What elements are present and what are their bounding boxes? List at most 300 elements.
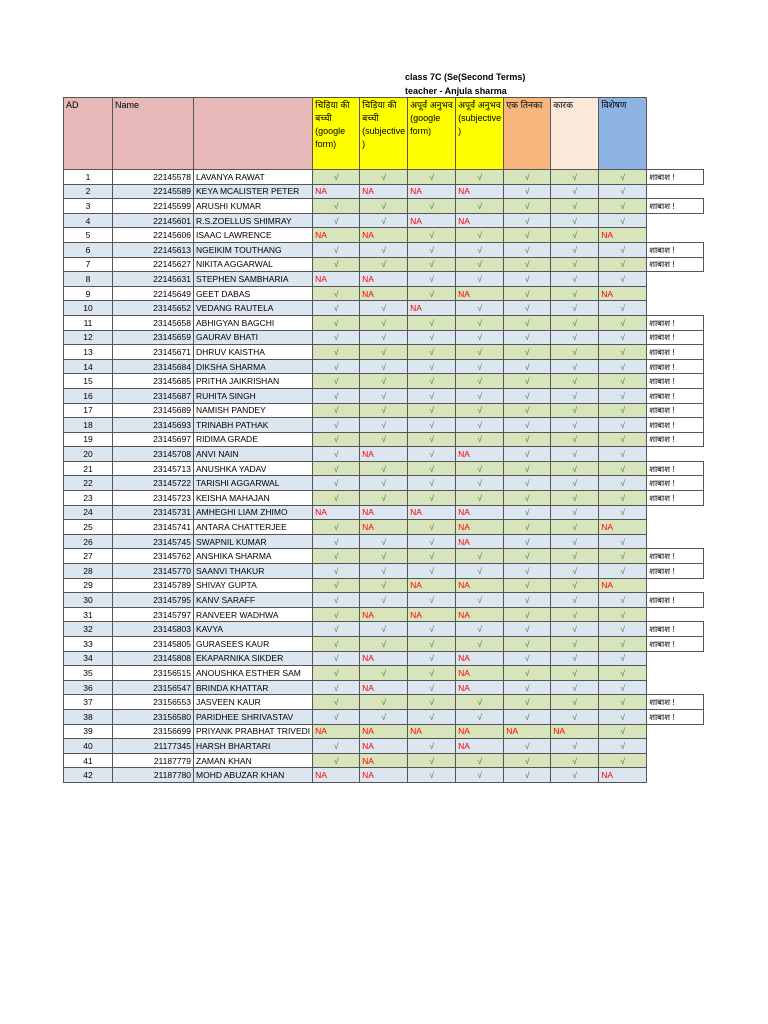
mark-cell: NA [456,184,504,199]
mark-cell: √ [408,491,456,506]
mark-cell: √ [313,418,360,433]
mark-cell: NA [313,228,360,243]
admission-no-cell: 23145805 [113,637,194,652]
mark-cell: √ [504,359,551,374]
mark-cell: √ [456,257,504,272]
admission-no-cell: 23145671 [113,345,194,360]
mark-cell: √ [599,739,647,754]
admission-no-cell: 23145762 [113,549,194,564]
student-name-cell: PARIDHEE SHRIVASTAV [194,709,313,724]
student-name-cell: AMHEGHI LIAM ZHIMO [194,505,313,520]
admission-no-cell: 23156699 [113,724,194,739]
serial-cell: 16 [64,388,113,403]
mark-cell: NA [408,301,456,316]
mark-cell: √ [408,257,456,272]
mark-cell: √ [504,374,551,389]
mark-cell: √ [504,520,551,535]
mark-cell: √ [408,447,456,462]
student-name-cell: HARSH BHARTARI [194,739,313,754]
table-row [64,534,704,549]
mark-cell: √ [408,709,456,724]
mark-cell: √ [504,549,551,564]
mark-cell: √ [599,184,647,199]
mark-cell: √ [313,491,360,506]
serial-cell: 18 [64,418,113,433]
mark-cell: √ [551,666,599,681]
mark-cell: √ [360,709,408,724]
mark-cell: √ [551,739,599,754]
mark-cell: √ [551,432,599,447]
mark-cell: √ [313,593,360,608]
mark-cell: √ [504,345,551,360]
mark-cell: √ [313,680,360,695]
mark-cell: √ [360,418,408,433]
student-name-cell: KEISHA MAHAJAN [194,491,313,506]
marks-table [63,97,704,783]
table-row [64,549,704,564]
mark-cell: NA [360,768,408,783]
mark-cell: NA [456,651,504,666]
admission-no-cell: 23156515 [113,666,194,681]
mark-cell: √ [551,549,599,564]
mark-cell: √ [599,359,647,374]
student-name-cell: STEPHEN SAMBHARIA [194,272,313,287]
serial-cell: 11 [64,315,113,330]
mark-cell: NA [360,724,408,739]
mark-cell: √ [599,170,647,185]
mark-cell: √ [599,709,647,724]
mark-cell: √ [408,549,456,564]
mark-cell: √ [599,242,647,257]
mark-cell: √ [313,242,360,257]
mark-cell: √ [599,666,647,681]
mark-cell: NA [456,286,504,301]
table-row [64,257,704,272]
mark-cell: √ [504,666,551,681]
student-name-cell: BRINDA KHATTAR [194,680,313,695]
remark-cell: शाबाश ! [647,257,704,272]
sheet-title-line1: class 7C (Se(Second Terms) [405,72,526,82]
mark-cell: √ [408,622,456,637]
table-row [64,272,704,287]
table-row [64,403,704,418]
table-row [64,447,704,462]
mark-cell: √ [408,272,456,287]
mark-cell: NA [313,768,360,783]
mark-cell: √ [408,695,456,710]
col-header-c7: विशेषण [599,98,647,170]
mark-cell: √ [504,301,551,316]
table-row [64,345,704,360]
remark-cell [647,534,704,549]
mark-cell: NA [456,680,504,695]
mark-cell: NA [360,753,408,768]
mark-cell: NA [599,520,647,535]
mark-cell: NA [313,505,360,520]
mark-cell: NA [456,447,504,462]
mark-cell: √ [551,388,599,403]
serial-cell: 35 [64,666,113,681]
table-row [64,213,704,228]
serial-cell: 40 [64,739,113,754]
remark-cell [647,447,704,462]
mark-cell: √ [551,345,599,360]
mark-cell: √ [551,622,599,637]
student-name-cell: VEDANG RAUTELA [194,301,313,316]
remark-cell: शाबाश ! [647,170,704,185]
mark-cell: √ [599,213,647,228]
student-name-cell: SHIVAY GUPTA [194,578,313,593]
mark-cell: √ [408,768,456,783]
remark-cell: शाबाश ! [647,695,704,710]
mark-cell: NA [360,272,408,287]
mark-cell: √ [360,432,408,447]
mark-cell: NA [456,724,504,739]
serial-cell: 15 [64,374,113,389]
admission-no-cell: 23145708 [113,447,194,462]
mark-cell: √ [360,242,408,257]
mark-cell: √ [551,476,599,491]
serial-cell: 8 [64,272,113,287]
mark-cell: √ [504,564,551,579]
mark-cell: √ [456,476,504,491]
mark-cell: √ [456,564,504,579]
admission-no-cell: 23145745 [113,534,194,549]
mark-cell: √ [456,709,504,724]
serial-cell: 3 [64,199,113,214]
mark-cell: √ [504,491,551,506]
mark-cell: NA [408,578,456,593]
mark-cell: √ [504,272,551,287]
mark-cell: √ [599,403,647,418]
table-row [64,374,704,389]
admission-no-cell: 23156580 [113,709,194,724]
admission-no-cell: 22145649 [113,286,194,301]
remark-cell: शाबाश ! [647,593,704,608]
mark-cell: √ [551,753,599,768]
admission-no-cell: 23145722 [113,476,194,491]
table-row [64,709,704,724]
student-name-cell: TRINABH PATHAK [194,418,313,433]
remark-cell [647,301,704,316]
mark-cell: √ [551,505,599,520]
mark-cell: √ [504,622,551,637]
serial-cell: 4 [64,213,113,228]
mark-cell: NA [360,739,408,754]
mark-cell: √ [504,476,551,491]
mark-cell: √ [313,739,360,754]
serial-cell: 7 [64,257,113,272]
mark-cell: NA [408,724,456,739]
mark-cell: √ [504,534,551,549]
mark-cell: √ [504,228,551,243]
mark-cell: √ [504,505,551,520]
mark-cell: √ [313,549,360,564]
mark-cell: √ [551,695,599,710]
mark-cell: NA [551,724,599,739]
mark-cell: √ [360,637,408,652]
serial-cell: 33 [64,637,113,652]
mark-cell: √ [360,359,408,374]
mark-cell: √ [456,491,504,506]
remark-cell: शाबाश ! [647,359,704,374]
mark-cell: √ [313,257,360,272]
remark-cell [647,520,704,535]
col-header-c6: कारक [551,98,599,170]
mark-cell: √ [551,447,599,462]
mark-cell: √ [504,607,551,622]
mark-cell: NA [408,607,456,622]
mark-cell: √ [456,549,504,564]
mark-cell: √ [360,403,408,418]
student-name-cell: GEET DABAS [194,286,313,301]
mark-cell: √ [504,651,551,666]
remark-cell: शाबाश ! [647,374,704,389]
mark-cell: √ [599,534,647,549]
mark-cell: √ [408,170,456,185]
serial-cell: 41 [64,753,113,768]
mark-cell: √ [551,359,599,374]
student-name-cell: SAANVI THAKUR [194,564,313,579]
mark-cell: √ [599,651,647,666]
serial-cell: 14 [64,359,113,374]
mark-cell: √ [504,680,551,695]
admission-no-cell: 23145687 [113,388,194,403]
mark-cell: √ [408,432,456,447]
mark-cell: √ [456,315,504,330]
mark-cell: √ [599,418,647,433]
admission-no-cell: 23145685 [113,374,194,389]
mark-cell: √ [456,330,504,345]
student-name-cell: NIKITA AGGARWAL [194,257,313,272]
mark-cell: √ [599,447,647,462]
serial-cell: 37 [64,695,113,710]
student-name-cell: PRITHA JAIKRISHAN [194,374,313,389]
mark-cell: √ [456,768,504,783]
table-row [64,593,704,608]
admission-no-cell: 23145684 [113,359,194,374]
mark-cell: √ [408,520,456,535]
mark-cell: √ [504,753,551,768]
mark-cell: √ [504,388,551,403]
serial-cell: 6 [64,242,113,257]
mark-cell: √ [408,680,456,695]
mark-cell: NA [360,286,408,301]
table-row [64,695,704,710]
mark-cell: NA [456,505,504,520]
mark-cell: NA [504,724,551,739]
student-name-cell: KANV SARAFF [194,593,313,608]
mark-cell: √ [313,476,360,491]
mark-cell: √ [551,199,599,214]
mark-cell: √ [360,564,408,579]
remark-cell [647,578,704,593]
mark-cell: √ [551,461,599,476]
remark-cell [647,666,704,681]
mark-cell: √ [408,753,456,768]
mark-cell: NA [360,184,408,199]
mark-cell: √ [551,228,599,243]
mark-cell: √ [313,622,360,637]
mark-cell: √ [599,724,647,739]
serial-cell: 25 [64,520,113,535]
remark-cell: शाबाश ! [647,432,704,447]
mark-cell: √ [313,432,360,447]
student-name-cell: TARISHI AGGARWAL [194,476,313,491]
mark-cell: √ [551,564,599,579]
admission-no-cell: 23156547 [113,680,194,695]
student-name-cell: MOHD ABUZAR KHAN [194,768,313,783]
admission-no-cell: 22145613 [113,242,194,257]
mark-cell: √ [599,637,647,652]
mark-cell: √ [456,461,504,476]
remark-cell [647,272,704,287]
table-row [64,170,704,185]
student-name-cell: PRIYANK PRABHAT TRIVEDI [194,724,313,739]
col-header-c4: अपूर्व अनुभव (subjective ) [456,98,504,170]
mark-cell: √ [313,461,360,476]
mark-cell: NA [456,534,504,549]
table-row [64,607,704,622]
serial-cell: 13 [64,345,113,360]
mark-cell: √ [360,578,408,593]
mark-cell: NA [360,607,408,622]
admission-no-cell: 21187779 [113,753,194,768]
col-header-name: Name [113,98,194,170]
mark-cell: √ [599,680,647,695]
remark-cell: शाबाश ! [647,330,704,345]
serial-cell: 38 [64,709,113,724]
student-name-cell: R.S.ZOELLUS SHIMRAY [194,213,313,228]
admission-no-cell: 23145789 [113,578,194,593]
mark-cell: √ [551,330,599,345]
table-row [64,242,704,257]
mark-cell: √ [360,549,408,564]
mark-cell: NA [360,520,408,535]
mark-cell: NA [456,607,504,622]
mark-cell: √ [599,345,647,360]
mark-cell: √ [551,520,599,535]
admission-no-cell: 23145689 [113,403,194,418]
serial-cell: 21 [64,461,113,476]
student-name-cell: JASVEEN KAUR [194,695,313,710]
mark-cell: √ [599,549,647,564]
mark-cell: √ [313,709,360,724]
mark-cell: √ [599,301,647,316]
mark-cell: √ [408,315,456,330]
mark-cell: √ [599,564,647,579]
mark-cell: √ [360,534,408,549]
mark-cell: NA [599,228,647,243]
serial-cell: 28 [64,564,113,579]
mark-cell: √ [456,228,504,243]
student-name-cell: GAURAV BHATI [194,330,313,345]
table-row [64,724,704,739]
table-row [64,753,704,768]
mark-cell: √ [456,695,504,710]
table-row [64,359,704,374]
mark-cell: NA [408,505,456,520]
mark-cell: √ [313,315,360,330]
serial-cell: 19 [64,432,113,447]
table-row [64,432,704,447]
mark-cell: √ [360,491,408,506]
remark-cell [647,739,704,754]
student-name-cell: ANUSHKA YADAV [194,461,313,476]
mark-cell: NA [456,739,504,754]
mark-cell: √ [313,578,360,593]
table-row [64,564,704,579]
student-name-cell: SWAPNIL KUMAR [194,534,313,549]
admission-no-cell: 23145652 [113,301,194,316]
mark-cell: √ [313,374,360,389]
mark-cell: NA [313,724,360,739]
serial-cell: 36 [64,680,113,695]
mark-cell: √ [599,476,647,491]
mark-cell: NA [599,286,647,301]
mark-cell: √ [599,505,647,520]
mark-cell: NA [408,184,456,199]
mark-cell: √ [599,330,647,345]
mark-cell: √ [408,374,456,389]
mark-cell: √ [456,359,504,374]
serial-cell: 22 [64,476,113,491]
mark-cell: √ [313,447,360,462]
serial-cell: 2 [64,184,113,199]
admission-no-cell: 23145697 [113,432,194,447]
mark-cell: √ [408,330,456,345]
serial-cell: 26 [64,534,113,549]
remark-cell: शाबाश ! [647,564,704,579]
student-name-cell: EKAPARNIKA SIKDER [194,651,313,666]
serial-cell: 24 [64,505,113,520]
serial-cell: 23 [64,491,113,506]
admission-no-cell: 21187780 [113,768,194,783]
mark-cell: √ [504,242,551,257]
student-name-cell: RIDIMA GRADE [194,432,313,447]
student-name-cell: GURASEES KAUR [194,637,313,652]
mark-cell: √ [456,637,504,652]
mark-cell: √ [504,286,551,301]
mark-cell: √ [360,695,408,710]
mark-cell: √ [360,213,408,228]
mark-cell: √ [599,753,647,768]
serial-cell: 20 [64,447,113,462]
table-row [64,476,704,491]
mark-cell: √ [313,534,360,549]
mark-cell: NA [360,505,408,520]
mark-cell: √ [313,330,360,345]
mark-cell: √ [551,286,599,301]
mark-cell: √ [599,257,647,272]
mark-cell: √ [313,637,360,652]
mark-cell: √ [456,199,504,214]
mark-cell: √ [313,170,360,185]
table-row [64,739,704,754]
mark-cell: √ [504,403,551,418]
mark-cell: √ [408,666,456,681]
mark-cell: √ [456,272,504,287]
table-row [64,301,704,316]
remark-cell: शाबाश ! [647,315,704,330]
mark-cell: √ [456,622,504,637]
remark-cell [647,607,704,622]
mark-cell: √ [313,359,360,374]
mark-cell: NA [360,447,408,462]
mark-cell: √ [599,374,647,389]
serial-cell: 34 [64,651,113,666]
admission-no-cell: 23145731 [113,505,194,520]
